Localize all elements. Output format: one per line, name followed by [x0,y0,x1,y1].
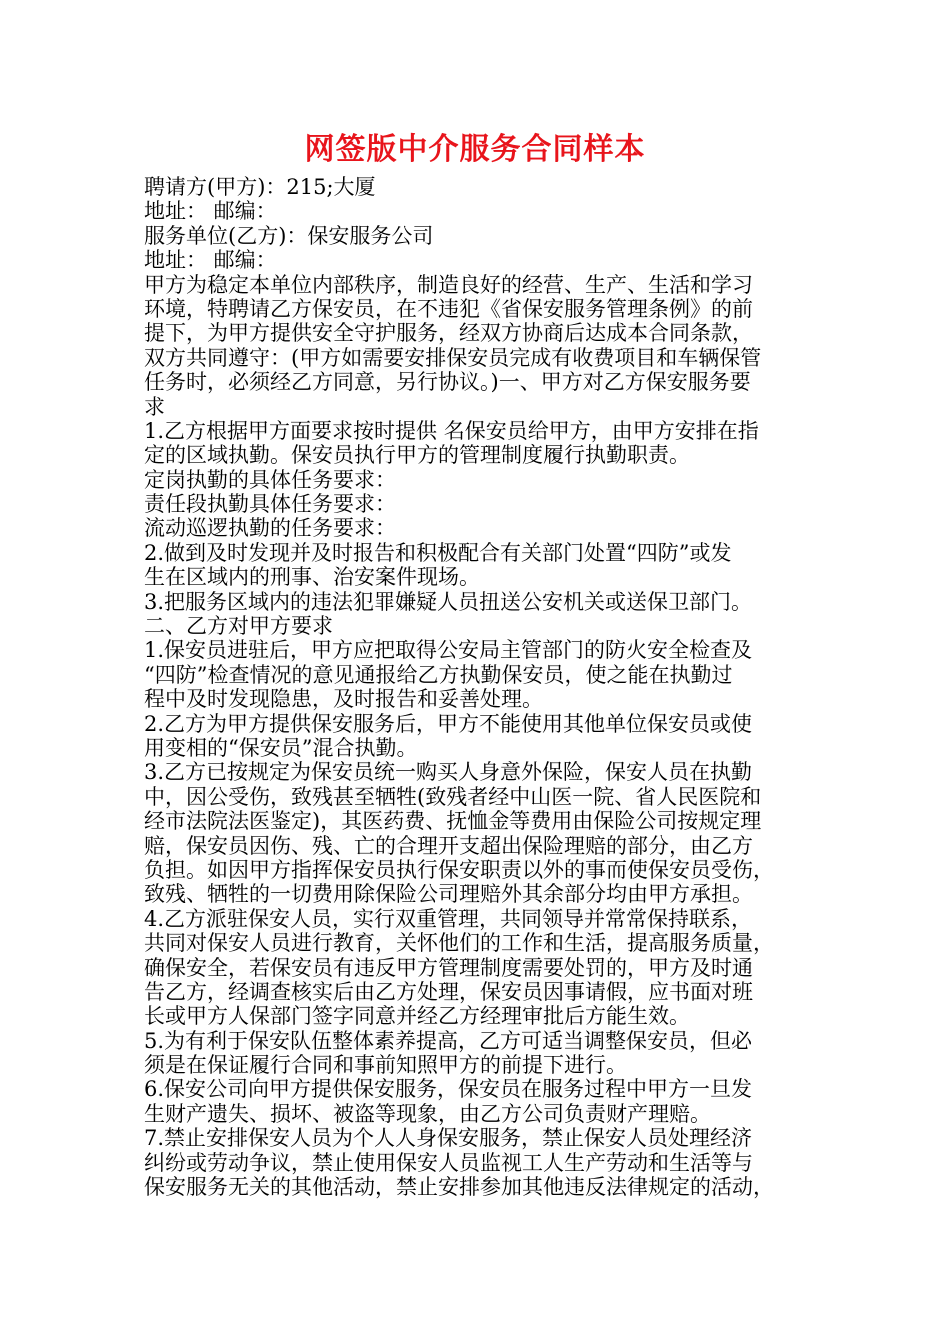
text-line: 定的区域执勤。保安员执行甲方的管理制度履行执勤职责。 [144,443,690,468]
text-line: 3.把服务区域内的违法犯罪嫌疑人员扭送公安机关或送保卫部门。 [144,589,753,614]
text-line: 用变相的“保安员”混合执勤。 [144,735,418,760]
text-line: 保安服务无关的其他活动，禁止安排参加其他违反法律规定的活动， [144,1175,774,1200]
text-line: 长或甲方人保部门签字同意并经乙方经理审批后方能生效。 [144,1004,690,1029]
text-line: 责任段执勤具体任务要求： [144,492,396,517]
text-line: 4.乙方派驻保安人员，实行双重管理，共同领导并常常保持联系， [144,906,753,931]
text-line: 赔，保安员因伤、残、亡的合理开支超出保险理赔的部分，由乙方 [144,833,753,858]
text-line: 1.保安员进驻后，甲方应把取得公安局主管部门的防火安全检查及 [144,638,753,663]
text-line: 二、乙方对甲方要求 [144,614,333,639]
text-line: 负担。如因甲方指挥保安员执行保安职责以外的事而使保安员受伤， [144,857,774,882]
text-line: 中，因公受伤，致残甚至牺牲(致残者经中山医一院、省人民医院和 [144,784,762,809]
text-line: 2.做到及时发现并及时报告和积极配合有关部门处置“四防”或发 [144,540,732,565]
text-line: 生财产遗失、损坏、被盗等现象，由乙方公司负责财产理赔。 [144,1101,711,1126]
text-line: 地址： 邮编： [144,199,277,224]
text-line: 告乙方，经调查核实后由乙方处理，保安员因事请假，应书面对班 [144,979,753,1004]
text-line: 双方共同遵守：(甲方如需要安排保安员完成有收费项目和车辆保管 [144,345,762,370]
text-line: 求 [144,394,165,419]
text-line: 1.乙方根据甲方面要求按时提供 名保安员给甲方，由甲方安排在指 [144,418,759,443]
text-line: 2.乙方为甲方提供保安服务后，甲方不能使用其他单位保安员或使 [144,711,753,736]
text-line: 甲方为稳定本单位内部秩序，制造良好的经营、生产、生活和学习 [144,272,753,297]
text-line: 6.保安公司向甲方提供保安服务，保安员在服务过程中甲方一旦发 [144,1077,753,1102]
text-line: 须是在保证履行合同和事前知照甲方的前提下进行。 [144,1053,627,1078]
text-line: 程中及时发现隐患，及时报告和妥善处理。 [144,687,543,712]
text-line: 聘请方(甲方)：215;大厦 [144,175,376,199]
text-line: 3.乙方已按规定为保安员统一购买人身意外保险，保安人员在执勤 [144,760,753,785]
text-line: 致残、牺牲的一切费用除保险公司理赔外其余部分均由甲方承担。 [144,882,753,907]
document-body [144,175,824,1199]
text-line: 生在区域内的刑事、治安案件现场。 [144,565,480,590]
text-line: 确保安全，若保安员有违反甲方管理制度需要处罚的，甲方及时通 [144,955,753,980]
text-line: 7.禁止安排保安人员为个人人身保安服务，禁止保安人员处理经济 [144,1126,753,1151]
text-line: 任务时，必须经乙方同意，另行协议。)一、甲方对乙方保安服务要 [144,370,751,395]
text-line: 地址： 邮编： [144,248,277,273]
document-title: 网签版中介服务合同样本 [304,132,646,167]
text-line: “四防”检查情况的意见通报给乙方执勤保安员，使之能在执勤过 [144,662,733,687]
text-line: 共同对保安人员进行教育，关怀他们的工作和生活，提高服务质量， [144,931,774,956]
text-line: 定岗执勤的具体任务要求： [144,467,396,492]
text-line: 提下，为甲方提供安全守护服务，经双方协商后达成本合同条款， [144,321,753,346]
text-line: 环境，特聘请乙方保安员，在不违犯《省保安服务管理条例》的前 [144,296,753,321]
text-line: 5.为有利于保安队伍整体素养提高，乙方可适当调整保安员，但必 [144,1028,753,1053]
text-line: 流动巡逻执勤的任务要求： [144,516,396,541]
text-line: 服务单位(乙方)：保安服务公司 [144,223,434,248]
text-line: 纠纷或劳动争议，禁止使用保安人员监视工人生产劳动和生活等与 [144,1150,753,1175]
text-line: 经市法院法医鉴定)，其医药费、抚恤金等费用由保险公司按规定理 [144,809,762,834]
